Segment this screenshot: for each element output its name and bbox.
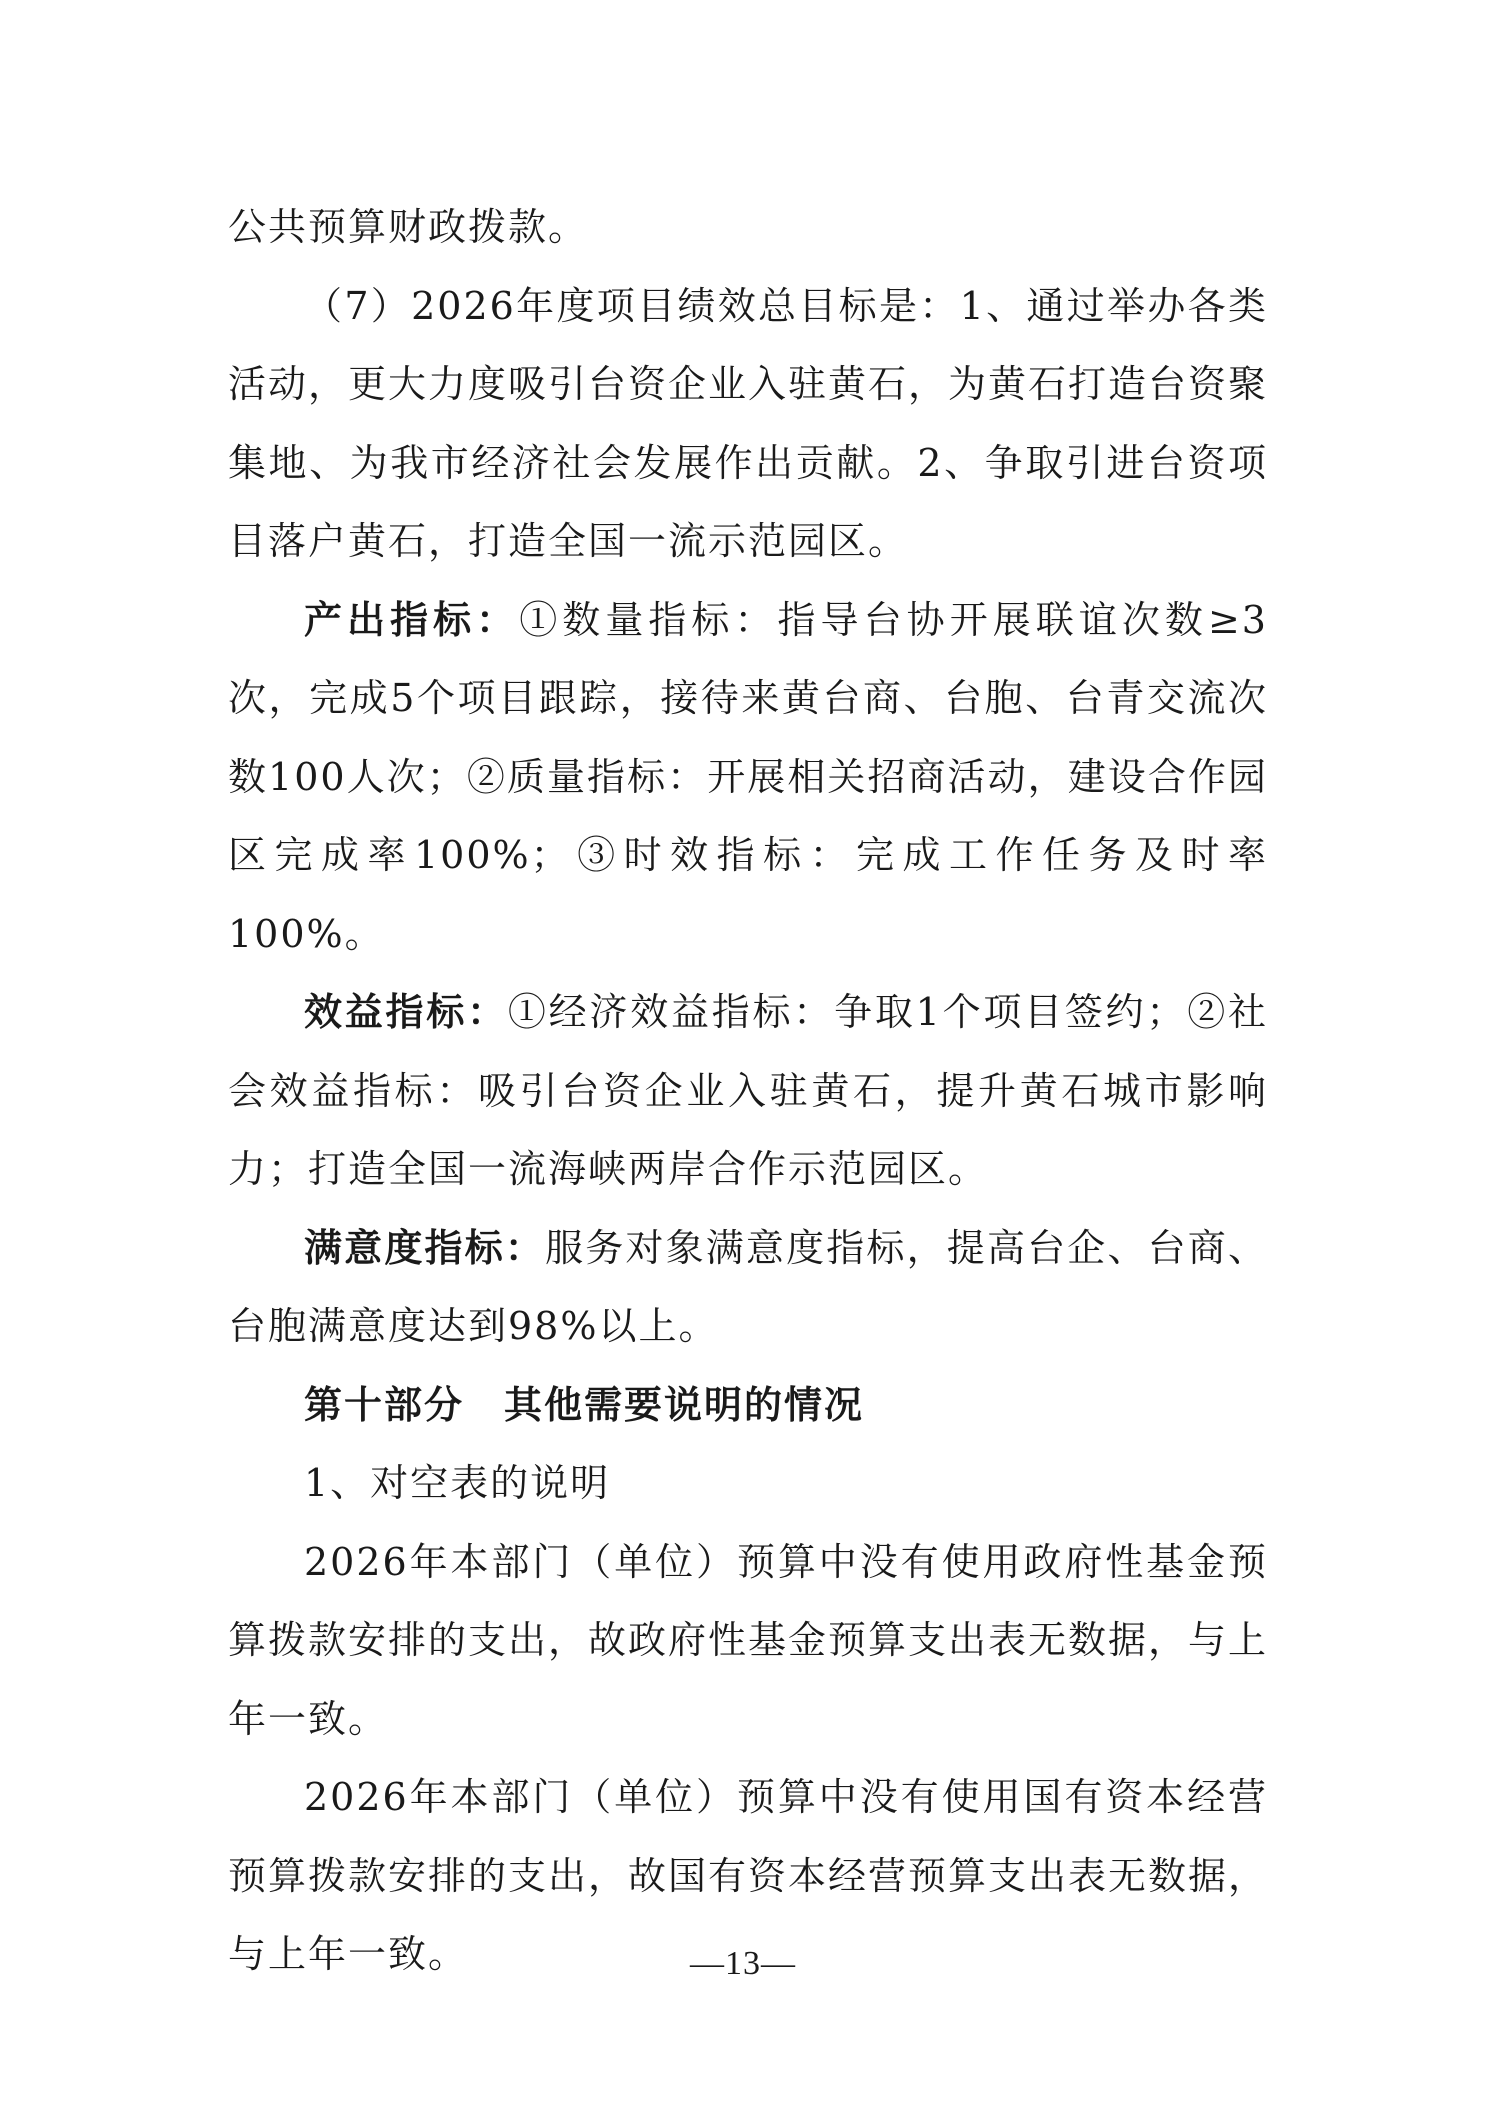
sub-heading: 1、对空表的说明 xyxy=(304,1461,611,1505)
body-text xyxy=(228,188,1268,1994)
paragraph-output-indicators xyxy=(228,581,1268,974)
benefit-indicators-text: ①经济效益指标：争取1个项目签约；②社会效益指标：吸引台资企业入驻黄石，提升黄石城市影响力；打造全国一流海峡两岸合作示范园区。 xyxy=(228,990,1268,1191)
paragraph-benefit-indicators xyxy=(228,973,1268,1209)
paragraph-satisfaction-indicators xyxy=(228,1209,1268,1366)
benefit-indicators-label: 效益指标： xyxy=(304,990,508,1034)
satisfaction-indicators-label: 满意度指标： xyxy=(304,1225,546,1270)
satisfaction-indicators-text: 服务对象满意度指标，提高台企、台商、台胞满意度达到98%以上。 xyxy=(228,1225,1268,1348)
section-heading: 第十部分 其他需要说明的情况 xyxy=(304,1382,865,1427)
paragraph-state-capital-empty: 2026年本部门（单位）预算中没有使用国有资本经营预算拨款安排的支出，故国有资本经营预算支出表无数据，与上年一致。 xyxy=(228,1775,1269,1976)
output-indicators-text: ①数量指标：指导台协开展联谊次数≥3次，完成5个项目跟踪，接待来黄台商、台胞、台青交流次数100人次；②质量指标：开展相关招商活动，建设合作园区完成率100%；③时效指标：完成工作任务及时率100%。 xyxy=(228,597,1268,956)
paragraph-gov-fund-empty: 2026年本部门（单位）预算中没有使用政府性基金预算拨款安排的支出，故政府性基金预算支出表无数据，与上年一致。 xyxy=(228,1539,1269,1741)
paragraph-continuation: 公共预算财政拨款。 xyxy=(228,205,589,249)
page-number: —13— xyxy=(690,1945,796,1982)
paragraph-project-goal: （7）2026年度项目绩效总目标是：1、通过举办各类活动，更大力度吸引台资企业入驻黄石，为黄石打造台资聚集地、为我市经济社会发展作出贡献。2、争取引进台资项目落户黄石，打造全国一流示范园区。 xyxy=(228,283,1269,563)
output-indicators-label: 产出指标： xyxy=(304,597,520,642)
